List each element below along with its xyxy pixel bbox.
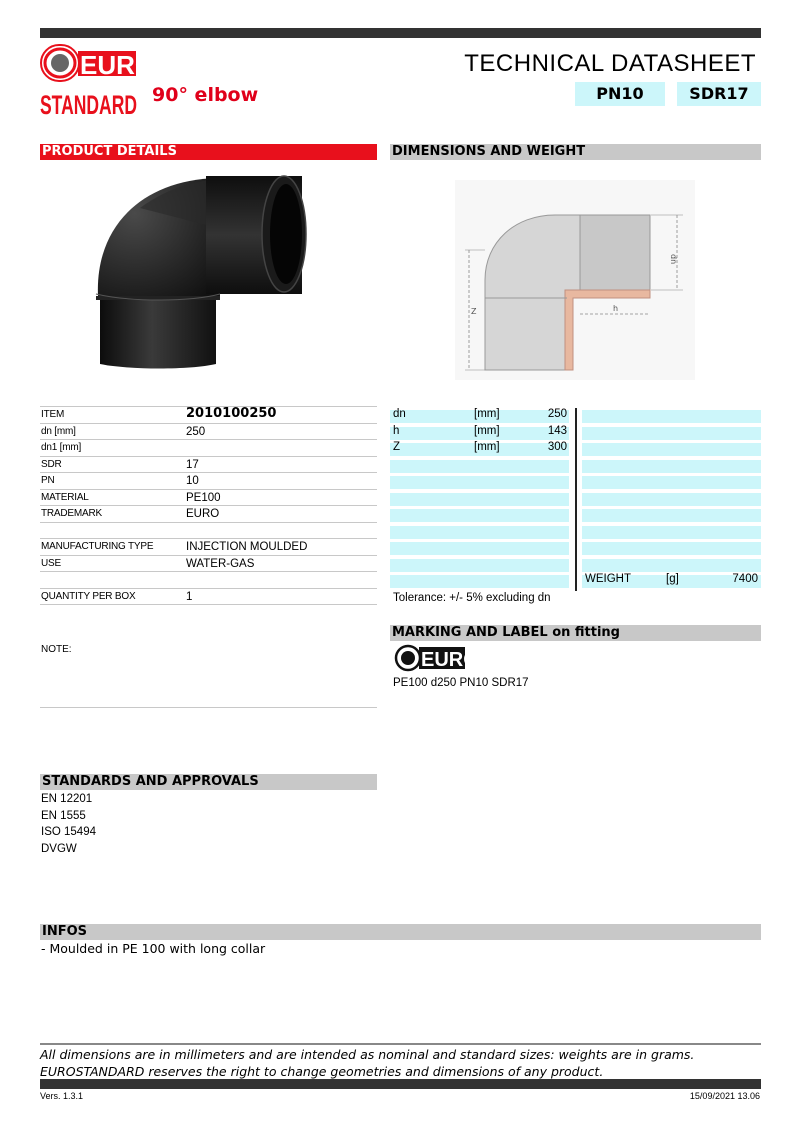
logo-standard-text: STANDARD [40, 90, 137, 120]
dimension-cell [390, 509, 569, 522]
dimension-name: h [393, 424, 400, 437]
standards-header: STANDARDS AND APPROVALS [40, 774, 377, 790]
detail-value: 10 [186, 475, 199, 487]
dimension-cell [582, 542, 761, 555]
detail-label: dn [mm] [41, 425, 76, 437]
detail-label: PN [41, 475, 55, 486]
detail-label: USE [41, 557, 61, 569]
dimensions-divider [575, 408, 577, 591]
dimension-cell [582, 460, 761, 473]
infos-header: INFOS [40, 924, 761, 940]
footer-rule [40, 1043, 761, 1045]
detail-value: 250 [186, 425, 206, 438]
detail-row [40, 490, 377, 507]
dimension-cell [390, 460, 569, 473]
product-details-header: PRODUCT DETAILS [40, 144, 377, 160]
dimension-value: 250 [547, 408, 567, 420]
sdr-badge: SDR17 [677, 82, 761, 106]
dimension-cell [390, 575, 569, 588]
dimension-cell [390, 559, 569, 572]
weight-label: WEIGHT [585, 573, 631, 585]
detail-label: SDR [41, 458, 62, 470]
detail-label: MATERIAL [41, 491, 89, 503]
detail-value: 2010100250 [186, 406, 277, 421]
drawing-z-label: Z [471, 307, 477, 316]
drawing-dn-label: dn [669, 254, 678, 265]
marking-logo-text: EURO [421, 649, 479, 671]
detail-row [40, 572, 377, 589]
note-label: NOTE: [41, 644, 72, 655]
marking-text: PE100 d250 PN10 SDR17 [393, 677, 529, 689]
detail-value: EURO [186, 508, 220, 520]
detail-row [40, 523, 377, 540]
dimension-value: 300 [547, 441, 567, 453]
detail-row [40, 506, 377, 523]
logo-euro-text: EURO [80, 50, 156, 80]
dimension-value: 143 [547, 424, 567, 437]
detail-row [40, 589, 377, 606]
pn-badge: PN10 [575, 82, 665, 106]
standard-item: DVGW [41, 842, 77, 855]
tolerance-text: Tolerance: +/- 5% excluding dn [393, 592, 551, 604]
detail-row [40, 440, 377, 457]
standard-item: EN 12201 [41, 793, 93, 805]
marking-euro-logo [395, 645, 479, 671]
infos-item: - Moulded in PE 100 with long collar [41, 941, 266, 956]
detail-value: WATER-GAS [186, 557, 255, 570]
detail-row [40, 473, 377, 490]
detail-row [40, 407, 377, 424]
product-name: 90° elbow [152, 84, 259, 106]
dimension-cell [390, 526, 569, 539]
document-title: TECHNICAL DATASHEET [464, 50, 756, 77]
drawing-h-label: h [613, 304, 619, 313]
dimension-cell [582, 559, 761, 572]
detail-label: TRADEMARK [41, 508, 102, 519]
detail-label: ITEM [41, 409, 65, 420]
detail-row [40, 556, 377, 573]
marking-label-header: MARKING AND LABEL on fitting [390, 625, 761, 641]
dimension-cell [390, 476, 569, 489]
dimension-cell [582, 443, 761, 456]
elbow-product-image [80, 168, 320, 378]
dimension-cell [582, 427, 761, 440]
dimension-name: Z [393, 441, 401, 453]
weight-unit: [g] [666, 573, 679, 585]
detail-value: INJECTION MOULDED [186, 541, 308, 553]
standard-item: EN 1555 [41, 809, 86, 822]
detail-row [40, 457, 377, 474]
detail-label: dn1 [mm] [41, 442, 82, 453]
dimension-cell [390, 542, 569, 555]
detail-value: 1 [186, 590, 193, 603]
top-bar [40, 28, 761, 38]
eurostandard-logo [40, 44, 156, 120]
footer-note-line1: All dimensions are in millimeters and are intended as nominal and standard sizes: weights are in grams. [40, 1047, 695, 1062]
technical-drawing [455, 190, 695, 380]
dimension-cell [582, 526, 761, 539]
note-bottom-rule [40, 707, 377, 708]
dimension-unit: [mm] [474, 408, 500, 420]
dimension-unit: [mm] [474, 424, 500, 437]
standard-item: ISO 15494 [41, 826, 96, 838]
footer-note-line2: EUROSTANDARD reserves the right to change geometries and dimensions of any product. [40, 1064, 604, 1079]
detail-value: 17 [186, 458, 199, 471]
detail-label: QUANTITY PER BOX [41, 590, 136, 602]
dimension-cell [582, 410, 761, 423]
detail-row [40, 539, 377, 556]
dimension-name: dn [393, 408, 406, 420]
date-text: 15/09/2021 13.06 [689, 1091, 760, 1101]
dimension-cell [390, 493, 569, 506]
dimension-cell [582, 509, 761, 522]
detail-label: MANUFACTURING TYPE [41, 541, 154, 552]
footer-note [40, 1046, 761, 1080]
bottom-bar [40, 1079, 761, 1089]
version-text: Vers. 1.3.1 [40, 1091, 84, 1101]
detail-value: PE100 [186, 491, 221, 504]
dimension-unit: [mm] [474, 441, 500, 453]
dimension-cell [582, 493, 761, 506]
weight-value: 7400 [732, 573, 758, 585]
dimension-cell [582, 476, 761, 489]
dimensions-weight-header: DIMENSIONS AND WEIGHT [390, 144, 761, 160]
detail-row [40, 424, 377, 441]
